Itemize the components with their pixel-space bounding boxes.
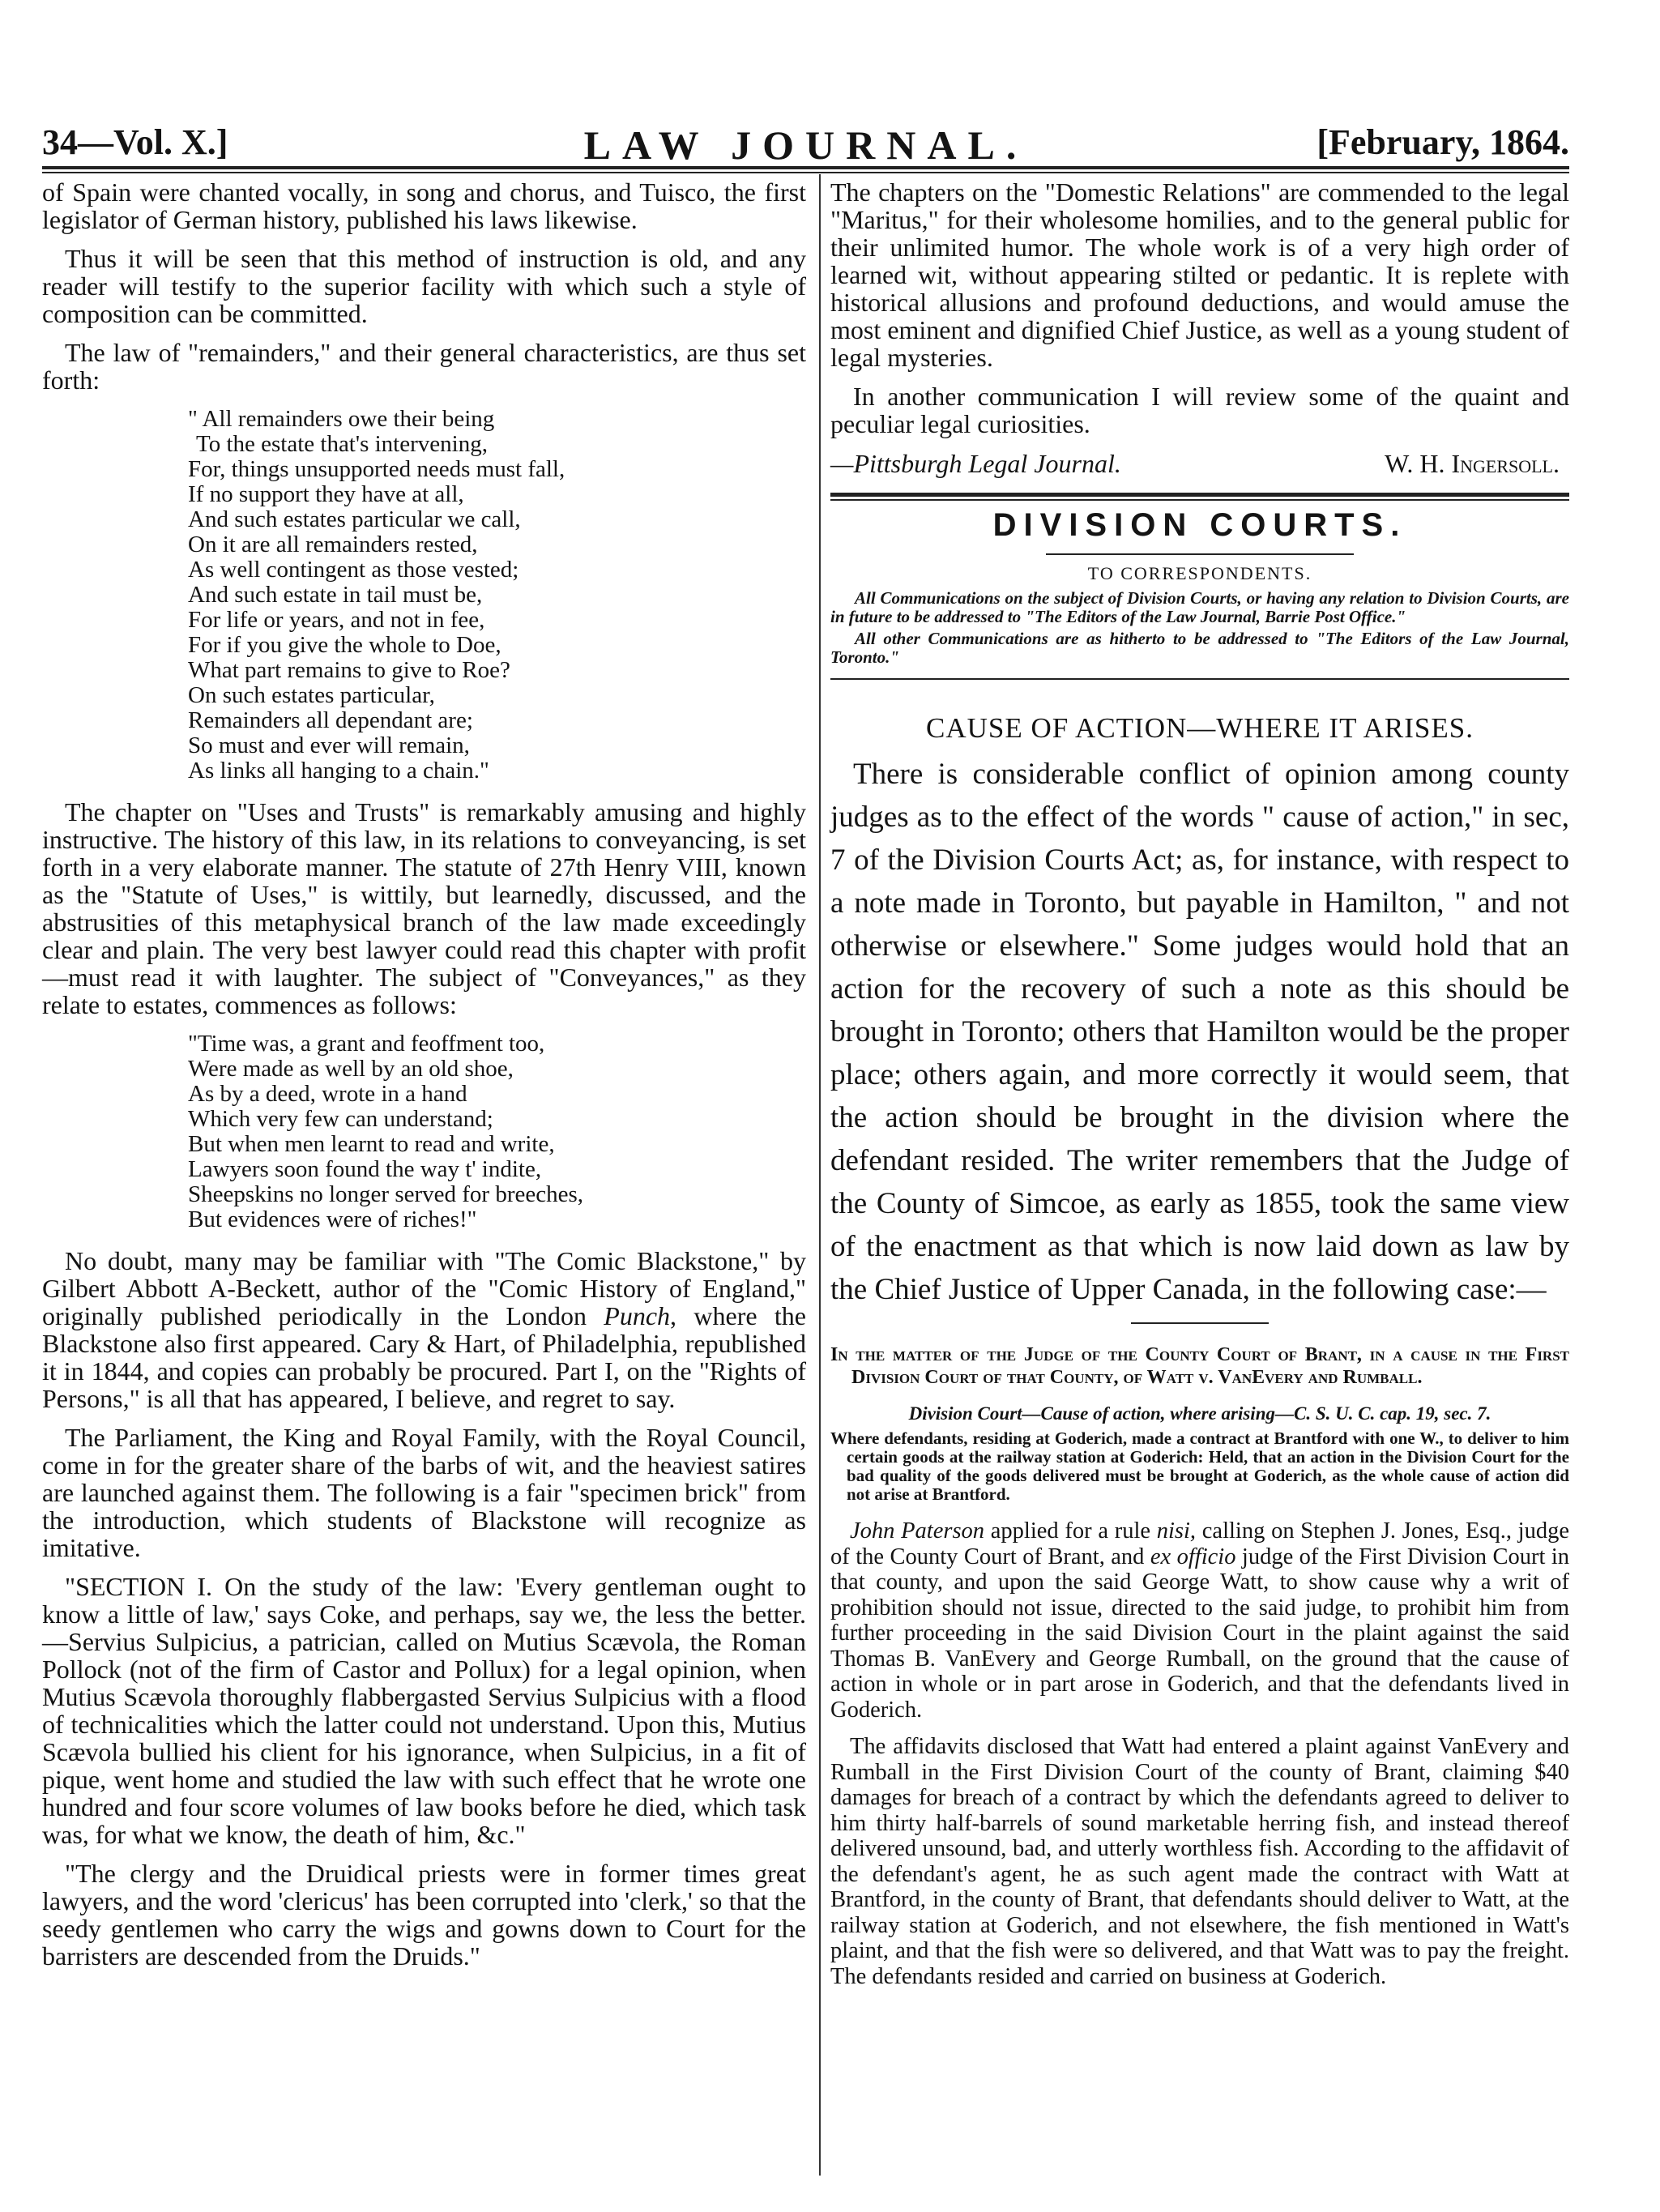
article-title: CAUSE OF ACTION—WHERE IT ARISES. bbox=[926, 712, 1474, 744]
verse-line: Remainders all dependant are; bbox=[188, 707, 473, 733]
running-head bbox=[42, 122, 1569, 170]
divider bbox=[1131, 1322, 1269, 1324]
verse-line: As by a deed, wrote in a hand bbox=[188, 1081, 467, 1107]
column-divider bbox=[819, 174, 821, 2176]
paragraph-druids-quote: "The clergy and the Druidical priests were in former times great lawyers, and the word 'clericus' has been corrupted into 'clerk,' so that the seedy gentlemen who carry the wigs and gowns down to Court for the barristers are descended from the Druids." bbox=[42, 1859, 806, 1971]
case-report bbox=[830, 1518, 1569, 1989]
punch-title: Punch bbox=[604, 1301, 671, 1330]
right-column bbox=[830, 178, 1569, 2001]
divider bbox=[830, 678, 1569, 680]
verse-line: For, things unsupported needs must fall, bbox=[188, 456, 565, 482]
verse-line: Lawyers soon found the way t' indite, bbox=[188, 1156, 542, 1182]
verse-line: Sheepskins no longer served for breeches, bbox=[188, 1181, 584, 1207]
verse-line: On it are all remainders rested, bbox=[188, 532, 478, 557]
verse-line: So must and ever will remain, bbox=[188, 732, 470, 758]
verse-line: And such estate in tail must be, bbox=[188, 582, 483, 608]
verse-line: " All remainders owe their being bbox=[188, 406, 495, 432]
correspondents-note: All other Communications are as hitherto to be addressed to "The Editors of the Law Journal, Toronto." bbox=[830, 629, 1569, 667]
verse-line: "Time was, a grant and feoffment too, bbox=[188, 1031, 545, 1057]
verse-line: If no support they have at all, bbox=[188, 481, 464, 507]
headnote: Where defendants, residing at Goderich, made a contract at Brantford with one W., to deliver to him certain goods at the railway station at Goderich: Held, that an action in the Division Court for the bad quality of the goods delivered must be brought at Goderich, as the whole cause of action did not arise at Brantford. bbox=[830, 1428, 1569, 1504]
paragraph: The law of "remainders," and their general characteristics, are thus set forth: bbox=[42, 338, 806, 395]
headnote-title: Division Court—Cause of action, where arising—C. S. U. C. cap. 19, sec. 7. bbox=[908, 1403, 1491, 1424]
verse-conveyances bbox=[188, 1031, 806, 1232]
verse-line: For life or years, and not in fee, bbox=[188, 607, 485, 633]
verse-remainders bbox=[188, 407, 806, 784]
verse-line: And such estates particular we call, bbox=[188, 506, 521, 532]
left-column bbox=[42, 178, 806, 1981]
paragraph: The Parliament, the King and Royal Family, with the Royal Council, come in for the greater share of the barbs of wit, and the heaviest satires are launched against them. The following is a fair "specimen brick" from the introduction, which students of Blackstone will recognize as imitative. bbox=[42, 1423, 806, 1562]
case-heading: In the matter of the Judge of the County Court of Brant, in a cause in the First Division Court of that County, of Watt v. VanEvery and Rumball. bbox=[830, 1344, 1569, 1388]
signature-line bbox=[830, 449, 1569, 485]
paragraph: Thus it will be seen that this method of instruction is old, and any reader will testify to the superior facility with which such a style of composition can be committed. bbox=[42, 244, 806, 328]
header-rule-thick bbox=[42, 166, 1569, 169]
counsel-name: John Paterson bbox=[850, 1518, 985, 1544]
divider bbox=[1046, 553, 1354, 555]
verse-line: As well contingent as those vested; bbox=[188, 557, 519, 583]
paragraph: The chapters on the "Domestic Relations" are commended to the legal "Maritus," for their wholesome homilies, and to the general public for their unlimited humor. The whole work is of a very high order of learned wit, without appearing stilted or pedantic. It is replete with historical allusions and profound deductions, and would amuse the most eminent and dignified Chief Justice, as well as a young student of legal mysteries. bbox=[830, 177, 1569, 372]
paragraph: In another communication I will review some of the quaint and peculiar legal curiosities. bbox=[830, 382, 1569, 438]
case-paragraph: John Paterson applied for a rule nisi, calling on Stephen J. Jones, Esq., judge of the County Court of Brant, and ex officio judge of the First Division Court in that county, and upon the said George Watt, to show cause why a writ of prohibition should not issue, directed to the said judge, to prohibit him from further proceeding in the said Division Court in the plaint against the said Thomas B. VanEvery and George Rumball, on the ground that the cause of action in whole or in part arose in Goderich, and that the defendants lived in Goderich. bbox=[830, 1518, 1569, 1723]
author-name: W. H. Ingersoll. bbox=[1385, 449, 1560, 478]
source-credit: —Pittsburgh Legal Journal. bbox=[830, 449, 1121, 478]
correspondents-heading: TO CORRESPONDENTS. bbox=[1087, 563, 1312, 583]
verse-line: What part remains to give to Roe? bbox=[188, 657, 510, 683]
paragraph-comic-blackstone: No doubt, many may be familiar with "The Comic Blackstone," by Gilbert Abbott A-Beckett, author of the "Comic History of England," originally published periodically in the London Punch, where the Blackstone also first appeared. Cary & Hart, of Philadelphia, republished it in 1844, and copies can probably be procured. Part I, on the "Rights of Persons," is all that has appeared, I believe, and regret to say. bbox=[42, 1246, 807, 1413]
page-volume-number: 34—Vol. X.] bbox=[42, 122, 228, 162]
paragraph: of Spain were chanted vocally, in song and chorus, and Tuisco, the first legislator of German history, published his laws likewise. bbox=[42, 177, 806, 234]
paragraph-section-one-quote: "SECTION I. On the study of the law: 'Every gentleman ought to know a little of law,' says Coke, and perhaps, say we, the less the better.—Servius Sulpicius, a patrician, called on Mutius Scævola, the Roman Pollock (not of the firm of Castor and Pollux) for a legal opinion, when Mutius Scævola thoroughly flabbergasted Servius Sulpicius with a flood of technicalities which the latter could not understand. Upon this, Mutius Scævola bullied his client for his ignorance, when Sulpicius, in a fit of pique, went home and studied the law with such effect that he wrote one hundred and four score volumes of law books before he died, which task was, for what we know, the death of him, &c." bbox=[42, 1572, 806, 1849]
verse-line: But evidences were of riches!" bbox=[188, 1206, 477, 1232]
section-rule bbox=[830, 493, 1569, 497]
case-paragraph: The affidavits disclosed that Watt had entered a plaint against VanEvery and Rumball in the First Division Court of the county of Brant, claiming $40 damages for breach of a contract by which the defendants agreed to deliver to him thirty half-barrels of sound marketable herring fish, and instead thereof delivered unsound, bad, and utterly worthless fish. According to the affidavit of the defendant's agent, he as such agent made the contract with Watt at Brantford, in the county of Brant, that defendants should deliver to Watt, at the railway station at Goderich, and not elsewhere, the fish mentioned in Watt's plaint, and that the fish were so delivered, and that Watt was to pay the freight. The defendants resided and carried on business at Goderich. bbox=[830, 1734, 1569, 1989]
verse-line: To the estate that's intervening, bbox=[196, 431, 488, 457]
verse-line: For if you give the whole to Doe, bbox=[188, 632, 501, 658]
verse-line: But when men learnt to read and write, bbox=[188, 1131, 555, 1157]
verse-line: Were made as well by an old shoe, bbox=[188, 1056, 514, 1082]
article-paragraph: There is considerable conflict of opinion among county judges as to the effect of the words " cause of action," in sec, 7 of the Division Courts Act; as, for instance, with respect to a note made in Toronto, but payable in Hamilton, " and not otherwise or elsewhere." Some judges would hold that an action for the recovery of such a note as this should be brought in Toronto; others that Hamilton would be the proper place; others again, and more correctly it would seem, that the action should be brought in the division where the defendant resided. The writer remembers that the Judge of the County of Simcoe, as early as 1855, took the same view of the enactment as that which is now laid down as law by the Chief Justice of Upper Canada, in the following case:— bbox=[830, 758, 1569, 1306]
issue-date: [February, 1864. bbox=[1316, 122, 1569, 162]
section-title: DIVISION COURTS. bbox=[992, 507, 1407, 543]
correspondents-note: All Communications on the subject of Division Courts, or having any relation to Division Courts, are in future to be addressed to "The Editors of the Law Journal, Barrie Post Office." bbox=[830, 588, 1569, 626]
verse-line: Which very few can understand; bbox=[188, 1106, 493, 1132]
journal-title: LAW JOURNAL. bbox=[583, 122, 1028, 168]
verse-line: As links all hanging to a chain." bbox=[188, 758, 489, 784]
paragraph: The chapter on "Uses and Trusts" is remarkably amusing and highly instructive. The history of this law, in its relations to conveyancing, is set forth in a very elaborate manner. The statute of 27th Henry VIII, known as the "Statute of Uses," is wittily, but learnedly, discussed, and the abstrusities of this metaphysical branch of the law made exceedingly clear and plain. The very best lawyer could read this chapter with profit—must read it with laughter. The subject of "Conveyances," as they relate to estates, commences as follows: bbox=[42, 797, 806, 1019]
section-rule bbox=[830, 499, 1569, 501]
verse-line: On such estates particular, bbox=[188, 682, 435, 708]
header-rule-thin bbox=[42, 172, 1569, 173]
